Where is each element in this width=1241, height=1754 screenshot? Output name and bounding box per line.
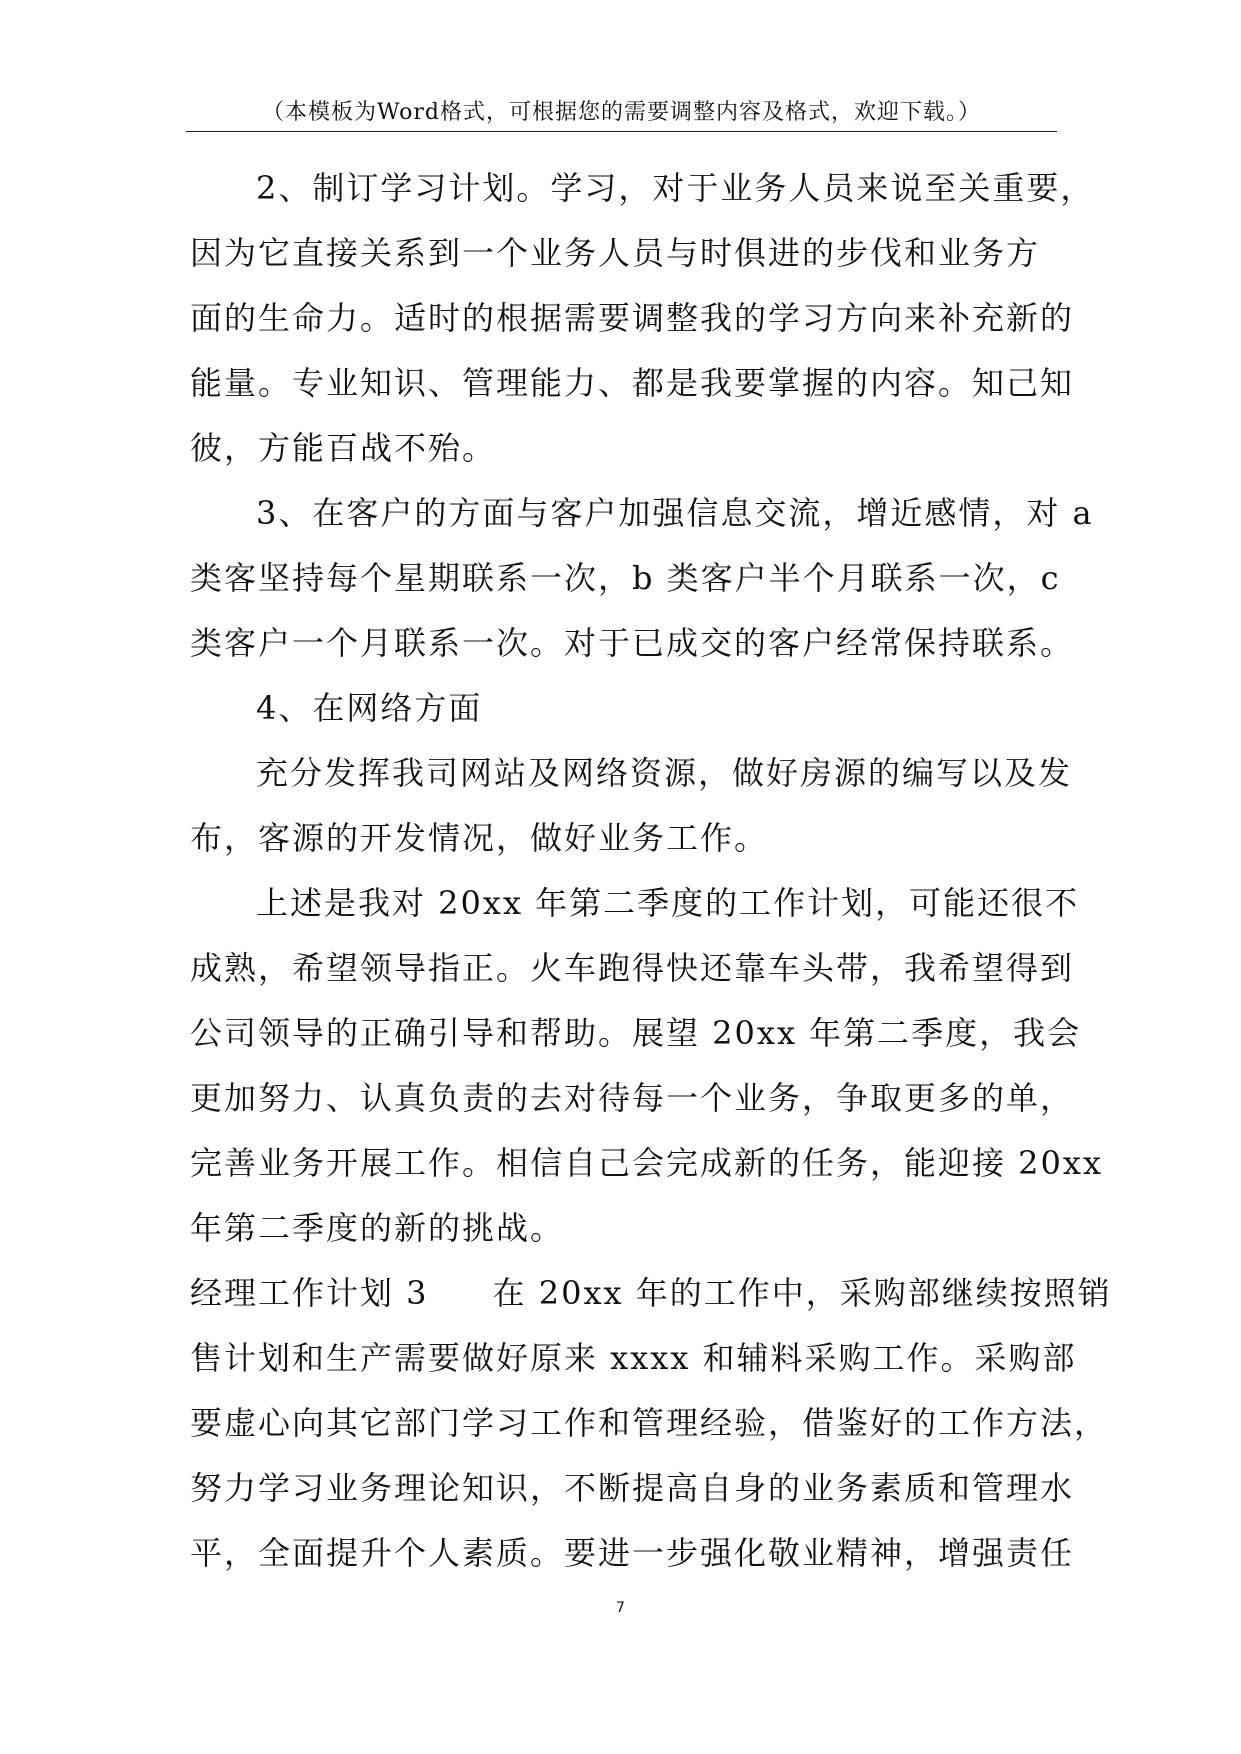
text-line: 更加努力、认真负责的去对待每一个业务，争取更多的单， <box>190 1079 1075 1117</box>
text-line: 2、制订学习计划。学习，对于业务人员来说至关重要， <box>256 169 1095 207</box>
text-line: 成熟，希望领导指正。火车跑得快还靠车头带，我希望得到 <box>190 949 1075 987</box>
header-divider <box>186 131 1057 132</box>
document-body <box>190 156 1112 1586</box>
paragraph <box>190 676 1070 741</box>
text-line: 完善业务开展工作。相信自己会完成新的任务，能迎接 20xx <box>190 1144 1103 1182</box>
paragraph <box>190 741 1073 871</box>
text-line: 彼，方能百战不殆。 <box>190 429 497 467</box>
text-line: 公司领导的正确引导和帮助。展望 20xx 年第二季度，我会 <box>190 1014 1082 1052</box>
text-line: 上述是我对 20xx 年第二季度的工作计划，可能还很不 <box>256 884 1080 922</box>
text-line: 充分发挥我司网站及网络资源，做好房源的编写以及发 <box>256 754 1073 792</box>
paragraph <box>190 871 1103 1261</box>
text-line: 要虚心向其它部门学习工作和管理经验，借鉴好的工作方法， <box>190 1404 1109 1442</box>
text-line: 努力学习业务理论知识，不断提高自身的业务素质和管理水 <box>190 1469 1075 1507</box>
text-line: 布，客源的开发情况，做好业务工作。 <box>190 819 769 857</box>
paragraph <box>190 156 1095 481</box>
text-line <box>190 1261 1112 1326</box>
text-span: 在 20xx 年的工作中，采购部继续按照销 <box>492 1274 1112 1312</box>
text-line: 因为它直接关系到一个业务人员与时俱进的步伐和业务方 <box>190 234 1041 272</box>
text-line: 平，全面提升个人素质。要进一步强化敬业精神，增强责任 <box>190 1534 1075 1572</box>
text-line: 类客户一个月联系一次。对于已成交的客户经常保持联系。 <box>190 624 1075 662</box>
text-line: 类客坚持每个星期联系一次，b 类客户半个月联系一次，c <box>190 559 1061 597</box>
text-line: 售计划和生产需要做好原来 xxxx 和辅料采购工作。采购部 <box>190 1339 1077 1377</box>
text-line: 面的生命力。适时的根据需要调整我的学习方向来补充新的 <box>190 299 1075 337</box>
page-number: 7 <box>616 1600 625 1616</box>
section-heading: 经理工作计划 3 <box>190 1274 429 1312</box>
text-line: 年第二季度的新的挑战。 <box>190 1209 565 1247</box>
paragraph <box>190 1261 1112 1586</box>
header-note: （本模板为Word格式，可根据您的需要调整内容及格式，欢迎下载。） <box>262 100 981 125</box>
paragraph <box>190 481 1094 676</box>
text-line: 能量。专业知识、管理能力、都是我要掌握的内容。知己知 <box>190 364 1075 402</box>
text-line: 3、在客户的方面与客户加强信息交流，增近感情，对 a <box>256 494 1094 532</box>
text-line: 4、在网络方面 <box>256 689 483 727</box>
